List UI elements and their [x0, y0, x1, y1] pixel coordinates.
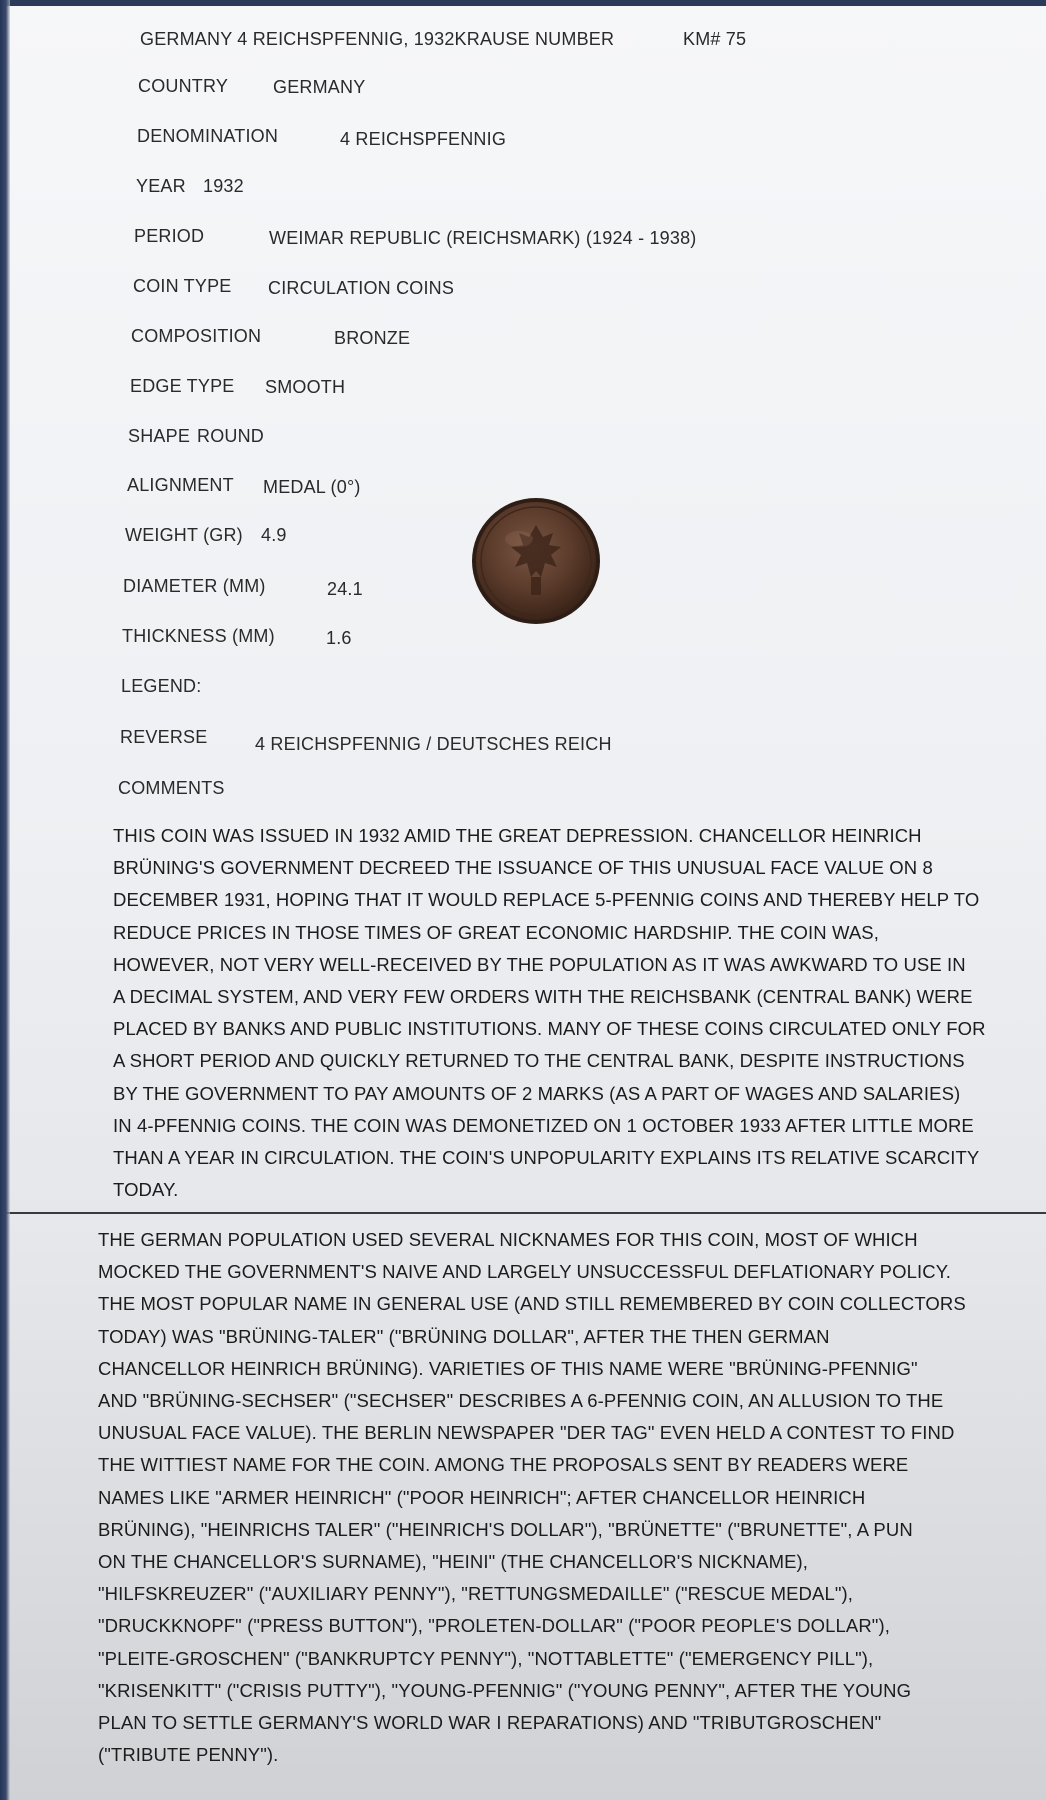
field-value: MEDAL (0°)	[263, 477, 361, 497]
field-label: YEAR	[136, 176, 186, 196]
field-value: 4.9	[261, 525, 287, 545]
field-value: 4 REICHSPFENNIG / DEUTSCHES REICH	[255, 734, 612, 754]
field-value: GERMANY	[273, 77, 366, 97]
comments-paragraph-1: THIS COIN WAS ISSUED IN 1932 AMID THE GREAT DEPRESSION. CHANCELLOR HEINRICH BRÜNING'S GOVERNMENT DECREED THE ISSUANCE OF THIS UNUSUAL FACE VALUE ON 8 DECEMBER 1931, HOPING THAT IT WOULD REPLACE 5-PFENNIG COINS AND THEREBY HELP TO REDUCE PRICES IN THOSE TIMES OF GREAT ECONOMIC HARDSHIP. THE COIN WAS, HOWEVER, NOT VERY WELL-RECEIVED BY THE POPULATION AS IT WAS AWKWARD TO USE IN A DECIMAL SYSTEM, AND VERY FEW ORDERS WITH THE REICHSBANK (CENTRAL BANK) WERE PLACED BY BANKS AND PUBLIC INSTITUTIONS. MANY OF THESE COINS CIRCULATED ONLY FOR A SHORT PERIOD AND QUICKLY RETURNED TO THE CENTRAL BANK, DESPITE INSTRUCTIONS BY THE GOVERNMENT TO PAY AMOUNTS OF 2 MARKS (AS A PART OF WAGES AND SALARIES) IN 4-PFENNIG COINS. THE COIN WAS DEMONETIZED ON 1 OCTOBER 1933 AFTER LITTLE MORE THAN A YEAR IN CIRCULATION. THE COIN'S UNPOPULARITY EXPLAINS ITS RELATIVE SCARCITY TODAY.	[113, 825, 986, 1201]
field-label: PERIOD	[134, 226, 205, 246]
km-number: KM# 75	[683, 29, 747, 49]
field-label: COMMENTS	[118, 778, 225, 798]
field-value: 4 REICHSPFENNIG	[340, 129, 507, 149]
field-label: THICKNESS (MM)	[122, 626, 275, 646]
field-label: REVERSE	[120, 727, 208, 747]
field-label: COMPOSITION	[131, 326, 262, 346]
field-value: ROUND	[197, 426, 264, 446]
field-label: DIAMETER (MM)	[123, 576, 266, 596]
field-label: COUNTRY	[138, 76, 229, 96]
field-label: COIN TYPE	[133, 276, 232, 296]
photo-left-edge	[0, 0, 10, 1800]
field-value: SMOOTH	[265, 377, 346, 397]
field-value: WEIMAR REPUBLIC (REICHSMARK) (1924 - 1938)	[269, 228, 697, 248]
field-label: ALIGNMENT	[127, 475, 234, 495]
field-value: 1932	[203, 176, 244, 196]
header-line	[140, 29, 747, 50]
field-value: 24.1	[327, 579, 363, 599]
field-label: DENOMINATION	[137, 126, 279, 146]
field-value: 1.6	[326, 628, 352, 648]
field-value: CIRCULATION COINS	[268, 278, 455, 298]
page-title: GERMANY 4 REICHSPFENNIG, 1932KRAUSE NUMBER	[140, 29, 615, 49]
comments-paragraph-2: THE GERMAN POPULATION USED SEVERAL NICKNAMES FOR THIS COIN, MOST OF WHICH MOCKED THE GOVERNMENT'S NAIVE AND LARGELY UNSUCCESSFUL DEFLATIONARY POLICY. THE MOST POPULAR NAME IN GENERAL USE (AND STILL REMEMBERED BY COIN COLLECTORS TODAY) WAS "BRÜNING-TALER" ("BRÜNING DOLLAR", AFTER THE THEN GERMAN CHANCELLOR HEINRICH BRÜNING). VARIETIES OF THIS NAME WERE "BRÜNING-PFENNIG" AND "BRÜNING-SECHSER" ("SECHSER" DESCRIBES A 6-PFENNIG COIN, AN ALLUSION TO THE UNUSUAL FACE VALUE). THE BERLIN NEWSPAPER "DER TAG" EVEN HELD A CONTEST TO FIND THE WITTIEST NAME FOR THE COIN. AMONG THE PROPOSALS SENT BY READERS WERE NAMES LIKE "ARMER HEINRICH" ("POOR HEINRICH"; AFTER CHANCELLOR HEINRICH BRÜNING), "HEINRICHS TALER" ("HEINRICH'S DOLLAR"), "BRÜNETTE" ("BRUNETTE", A PUN ON THE CHANCELLOR'S SURNAME), "HEINI" (THE CHANCELLOR'S NICKNAME), "HILFSKREUZER" ("AUXILIARY PENNY"), "RETTUNGSMEDAILLE" ("RESCUE MEDAL"), "DRUCKKNOPF" ("PRESS BUTTON"), "PROLETEN-DOLLAR" ("POOR PEOPLE'S DOLLAR"), "PLEITE-GROSCHEN" ("BANKRUPTCY PENNY"), "NOTTABLETTE" ("EMERGENCY PILL"), "KRISENKITT" ("CRISIS PUTTY"), "YOUNG-PFENNIG" ("YOUNG PENNY", AFTER THE YOUNG PLAN TO SETTLE GERMANY'S WORLD WAR I REPARATIONS) AND "TRIBUTGROSCHEN" ("TRIBUTE PENNY").	[98, 1229, 966, 1766]
photo-top-edge	[0, 0, 1046, 6]
field-value: BRONZE	[334, 328, 411, 348]
field-label: EDGE TYPE	[130, 376, 235, 396]
coin-image	[471, 497, 601, 625]
field-label: WEIGHT (GR)	[125, 525, 243, 545]
field-label: SHAPE	[128, 426, 191, 446]
field-label: LEGEND:	[121, 676, 202, 696]
